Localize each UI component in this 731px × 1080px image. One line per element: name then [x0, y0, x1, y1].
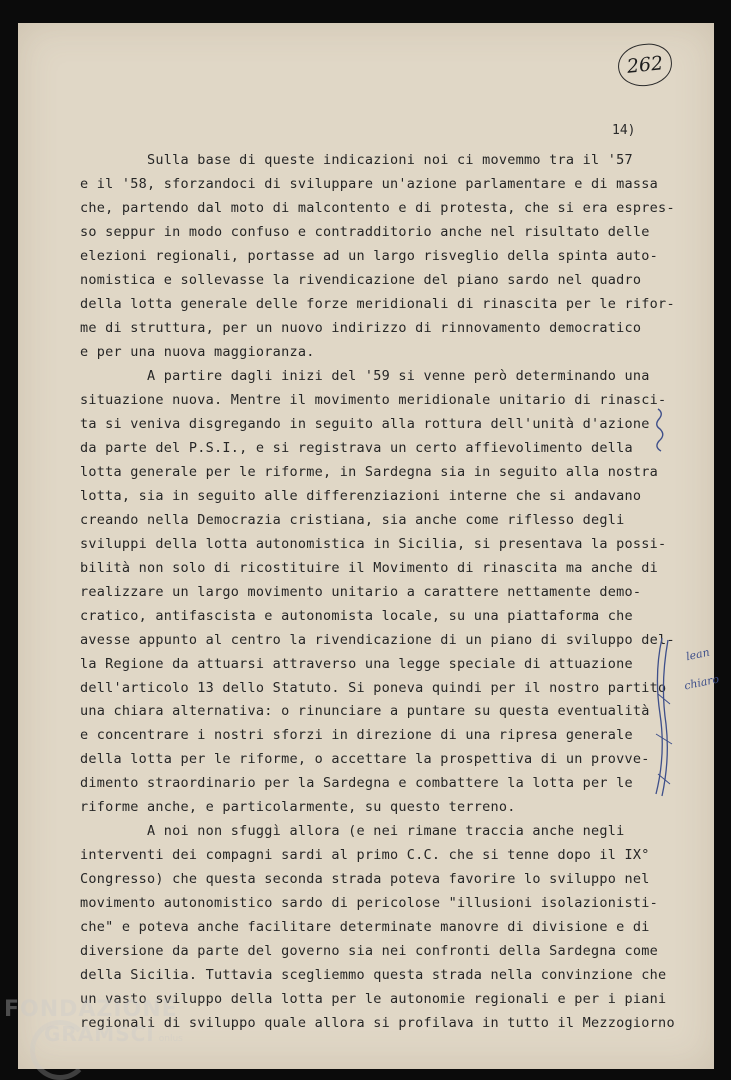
text-line: della lotta per le riforme, o accettare la prospettiva di un provve- [80, 751, 650, 767]
text-line: so seppur in modo confuso e contradditorio anche nel risultato delle [80, 224, 650, 240]
watermark-sub: onlus [158, 1034, 183, 1044]
margin-note: chiaro [683, 672, 721, 693]
text-line: e per una nuova maggioranza. [80, 344, 315, 360]
text-line: interventi dei compagni sardi al primo C.C. che si tenne dopo il IX° [80, 847, 650, 863]
text-line: dimento straordinario per la Sardegna e combattere la lotta per le [80, 775, 633, 791]
text-line: cratico, antifascista e autonomista locale, su una piattaforma che [80, 608, 633, 624]
watermark-line1: FONDAZIONE [4, 997, 178, 1022]
text-line: me di struttura, per un nuovo indirizzo di rinnovamento democratico [80, 320, 642, 336]
text-line: nomistica e sollevasse la rivendicazione del piano sardo nel quadro [80, 272, 642, 288]
text-line: una chiara alternativa: o rinunciare a puntare su questa eventualità [80, 703, 650, 719]
margin-bracket-icon [648, 634, 692, 804]
text-line: che, partendo dal moto di malcontento e di protesta, che si era espres- [80, 200, 675, 216]
text-line: regionali di sviluppo quale allora si profilava in tutto il Mezzogiorno [80, 1015, 675, 1031]
text-line: Congresso) che questa seconda strada poteva favorire lo sviluppo nel [80, 871, 650, 887]
text-line: che" e poteva anche facilitare determinate manovre di divisione e di [80, 919, 650, 935]
watermark-line2: GRAMSCI [44, 1022, 155, 1046]
text-line: situazione nuova. Mentre il movimento meridionale unitario di rinasci- [80, 392, 667, 408]
text-line: diversione da parte del governo sia nei confronti della Sardegna come [80, 943, 659, 959]
text-line: della Sicilia. Tuttavia scegliemmo questa strada nella convinzione che [80, 967, 667, 983]
text-line: un vasto sviluppo della lotta per le autonomie regionali e per i piani [80, 991, 667, 1007]
text-line: avesse appunto al centro la rivendicazione di un piano di sviluppo del- [80, 632, 675, 648]
typed-page-number: 14) [612, 123, 636, 138]
text-line: A noi non sfuggì allora (e nei rimane traccia anche negli [80, 823, 625, 839]
text-line: e concentrare i nostri sforzi in direzione di una ripresa generale [80, 727, 633, 743]
text-line: della lotta generale delle forze meridionali di rinascita per le rifor- [80, 296, 675, 312]
text-line: elezioni regionali, portasse ad un largo risveglio della spinta auto- [80, 248, 659, 264]
handwritten-page-number: 262 [616, 41, 674, 88]
text-line: Sulla base di queste indicazioni noi ci movemmo tra il '57 [80, 152, 633, 168]
text-line: riforme anche, e particolarmente, su questo terreno. [80, 799, 516, 815]
text-line: la Regione da attuarsi attraverso una legge speciale di attuazione [80, 656, 633, 672]
text-line: bilità non solo di ricostituire il Movimento di rinascita ma anche di [80, 560, 659, 576]
text-line: A partire dagli inizi del '59 si venne però determinando una [80, 368, 650, 384]
text-line: lotta generale per le riforme, in Sardegna sia in seguito alla nostra [80, 464, 659, 480]
text-line: movimento autonomistico sardo di pericolose "illusioni isolazionisti- [80, 895, 659, 911]
text-line: da parte del P.S.I., e si registrava un certo affievolimento della [80, 440, 633, 456]
text-line: sviluppi della lotta autonomistica in Sicilia, si presentava la possi- [80, 536, 667, 552]
text-line: dell'articolo 13 dello Statuto. Si poneva quindi per il nostro partito [80, 680, 667, 696]
watermark [4, 998, 183, 1051]
text-line: e il '58, sforzandoci di sviluppare un'azione parlamentare e di massa [80, 176, 659, 192]
text-line: realizzare un largo movimento unitario a carattere nettamente demo- [80, 584, 642, 600]
margin-note: lean [684, 645, 711, 664]
text-line: ta si veniva disgregando in seguito alla rottura dell'unità d'azione [80, 416, 650, 432]
text-line: lotta, sia in seguito alle differenziazioni interne che si andavano [80, 488, 642, 504]
text-line: creando nella Democrazia cristiana, sia anche come riflesso degli [80, 512, 625, 528]
margin-brace-icon [650, 405, 670, 455]
